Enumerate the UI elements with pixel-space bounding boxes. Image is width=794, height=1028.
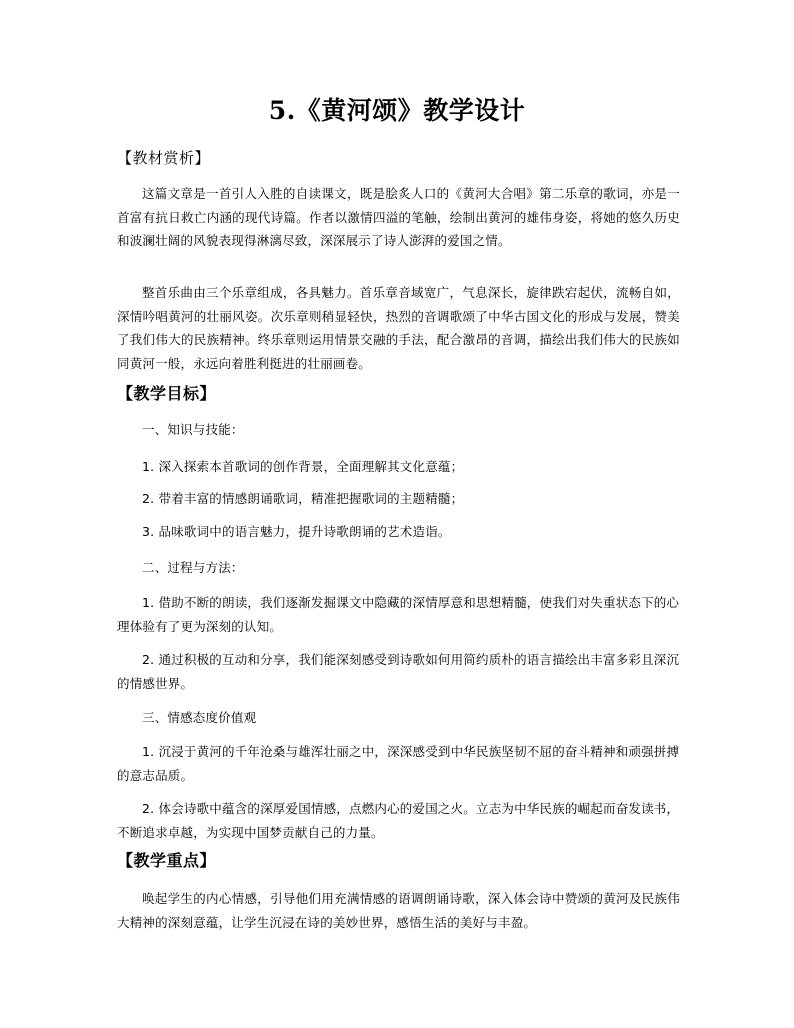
document-title: 5.《黄河颂》教学设计 — [268, 96, 526, 125]
section-heading-key-points: 【教学重点】 — [117, 851, 217, 870]
analysis-paragraph-1: 这篇文章是一首引人入胜的自读课文，既是脍炙人口的《黄河大合唱》第二乐章的歌词，亦是一首富有抗日救亡内涵的现代诗篇。作者以激情四溢的笔触，绘制出黄河的雄伟身姿，将她的悠久历史和波澜壮阔的风貌表现得淋漓尽致，深深展示了诗人澎湃的爱国之情。 — [117, 186, 680, 248]
objectives-group-1-item: 1. 深入探索本首歌词的创作背景，全面理解其文化意蕴； — [142, 459, 464, 474]
objectives-group-1-item: 3. 品味歌词中的语言魅力，提升诗歌朗诵的艺术造诣。 — [142, 524, 451, 539]
objectives-group-2-title: 二、过程与方法： — [142, 560, 244, 575]
section-heading-objectives: 【教学目标】 — [117, 384, 217, 403]
key-points-paragraph: 唤起学生的内心情感，引导他们用充满情感的语调朗诵诗歌，深入体会诗中赞颂的黄河及民族伟大精神的深刻意蕴，让学生沉浸在诗的美妙世界，感悟生活的美好与丰盈。 — [117, 891, 680, 930]
objectives-group-2-item: 2. 通过积极的互动和分享，我们能深刻感受到诗歌如何用简约质朴的语言描绘出丰富多彩且深沉的情感世界。 — [117, 652, 680, 691]
section-heading-analysis: 【教材赏析】 — [117, 149, 211, 167]
objectives-group-3-item: 1. 沉浸于黄河的千年沧桑与雄浑壮丽之中，深深感受到中华民族坚韧不屈的奋斗精神和顽强拼搏的意志品质。 — [117, 744, 680, 783]
analysis-paragraph-2: 整首乐曲由三个乐章组成，各具魅力。首乐章音域宽广，气息深长，旋律跌宕起伏，流畅自如，深情吟唱黄河的壮丽风姿。次乐章则稍显轻快，热烈的音调歌颂了中华古国文化的形成与发展，赞美了我们伟大的民族精神。终乐章则运用情景交融的手法，配合激昂的音调，描绘出我们伟大的民族如同黄河一般，永远向着胜利挺进的壮丽画卷。 — [117, 285, 680, 371]
objectives-group-2-item: 1. 借助不断的朗读，我们逐渐发掘课文中隐藏的深情厚意和思想精髓，使我们对失重状态下的心理体验有了更为深刻的认知。 — [117, 595, 680, 634]
objectives-group-3-item: 2. 体会诗歌中蕴含的深厚爱国情感，点燃内心的爱国之火。立志为中华民族的崛起而奋发读书，不断追求卓越，为实现中国梦贡献自己的力量。 — [117, 801, 680, 840]
objectives-group-3-title: 三、情感态度价值观 — [142, 710, 257, 725]
objectives-group-1-title: 一、知识与技能： — [142, 422, 244, 437]
objectives-group-1-item: 2. 带着丰富的情感朗诵歌词，精准把握歌词的主题精髓； — [142, 491, 464, 506]
